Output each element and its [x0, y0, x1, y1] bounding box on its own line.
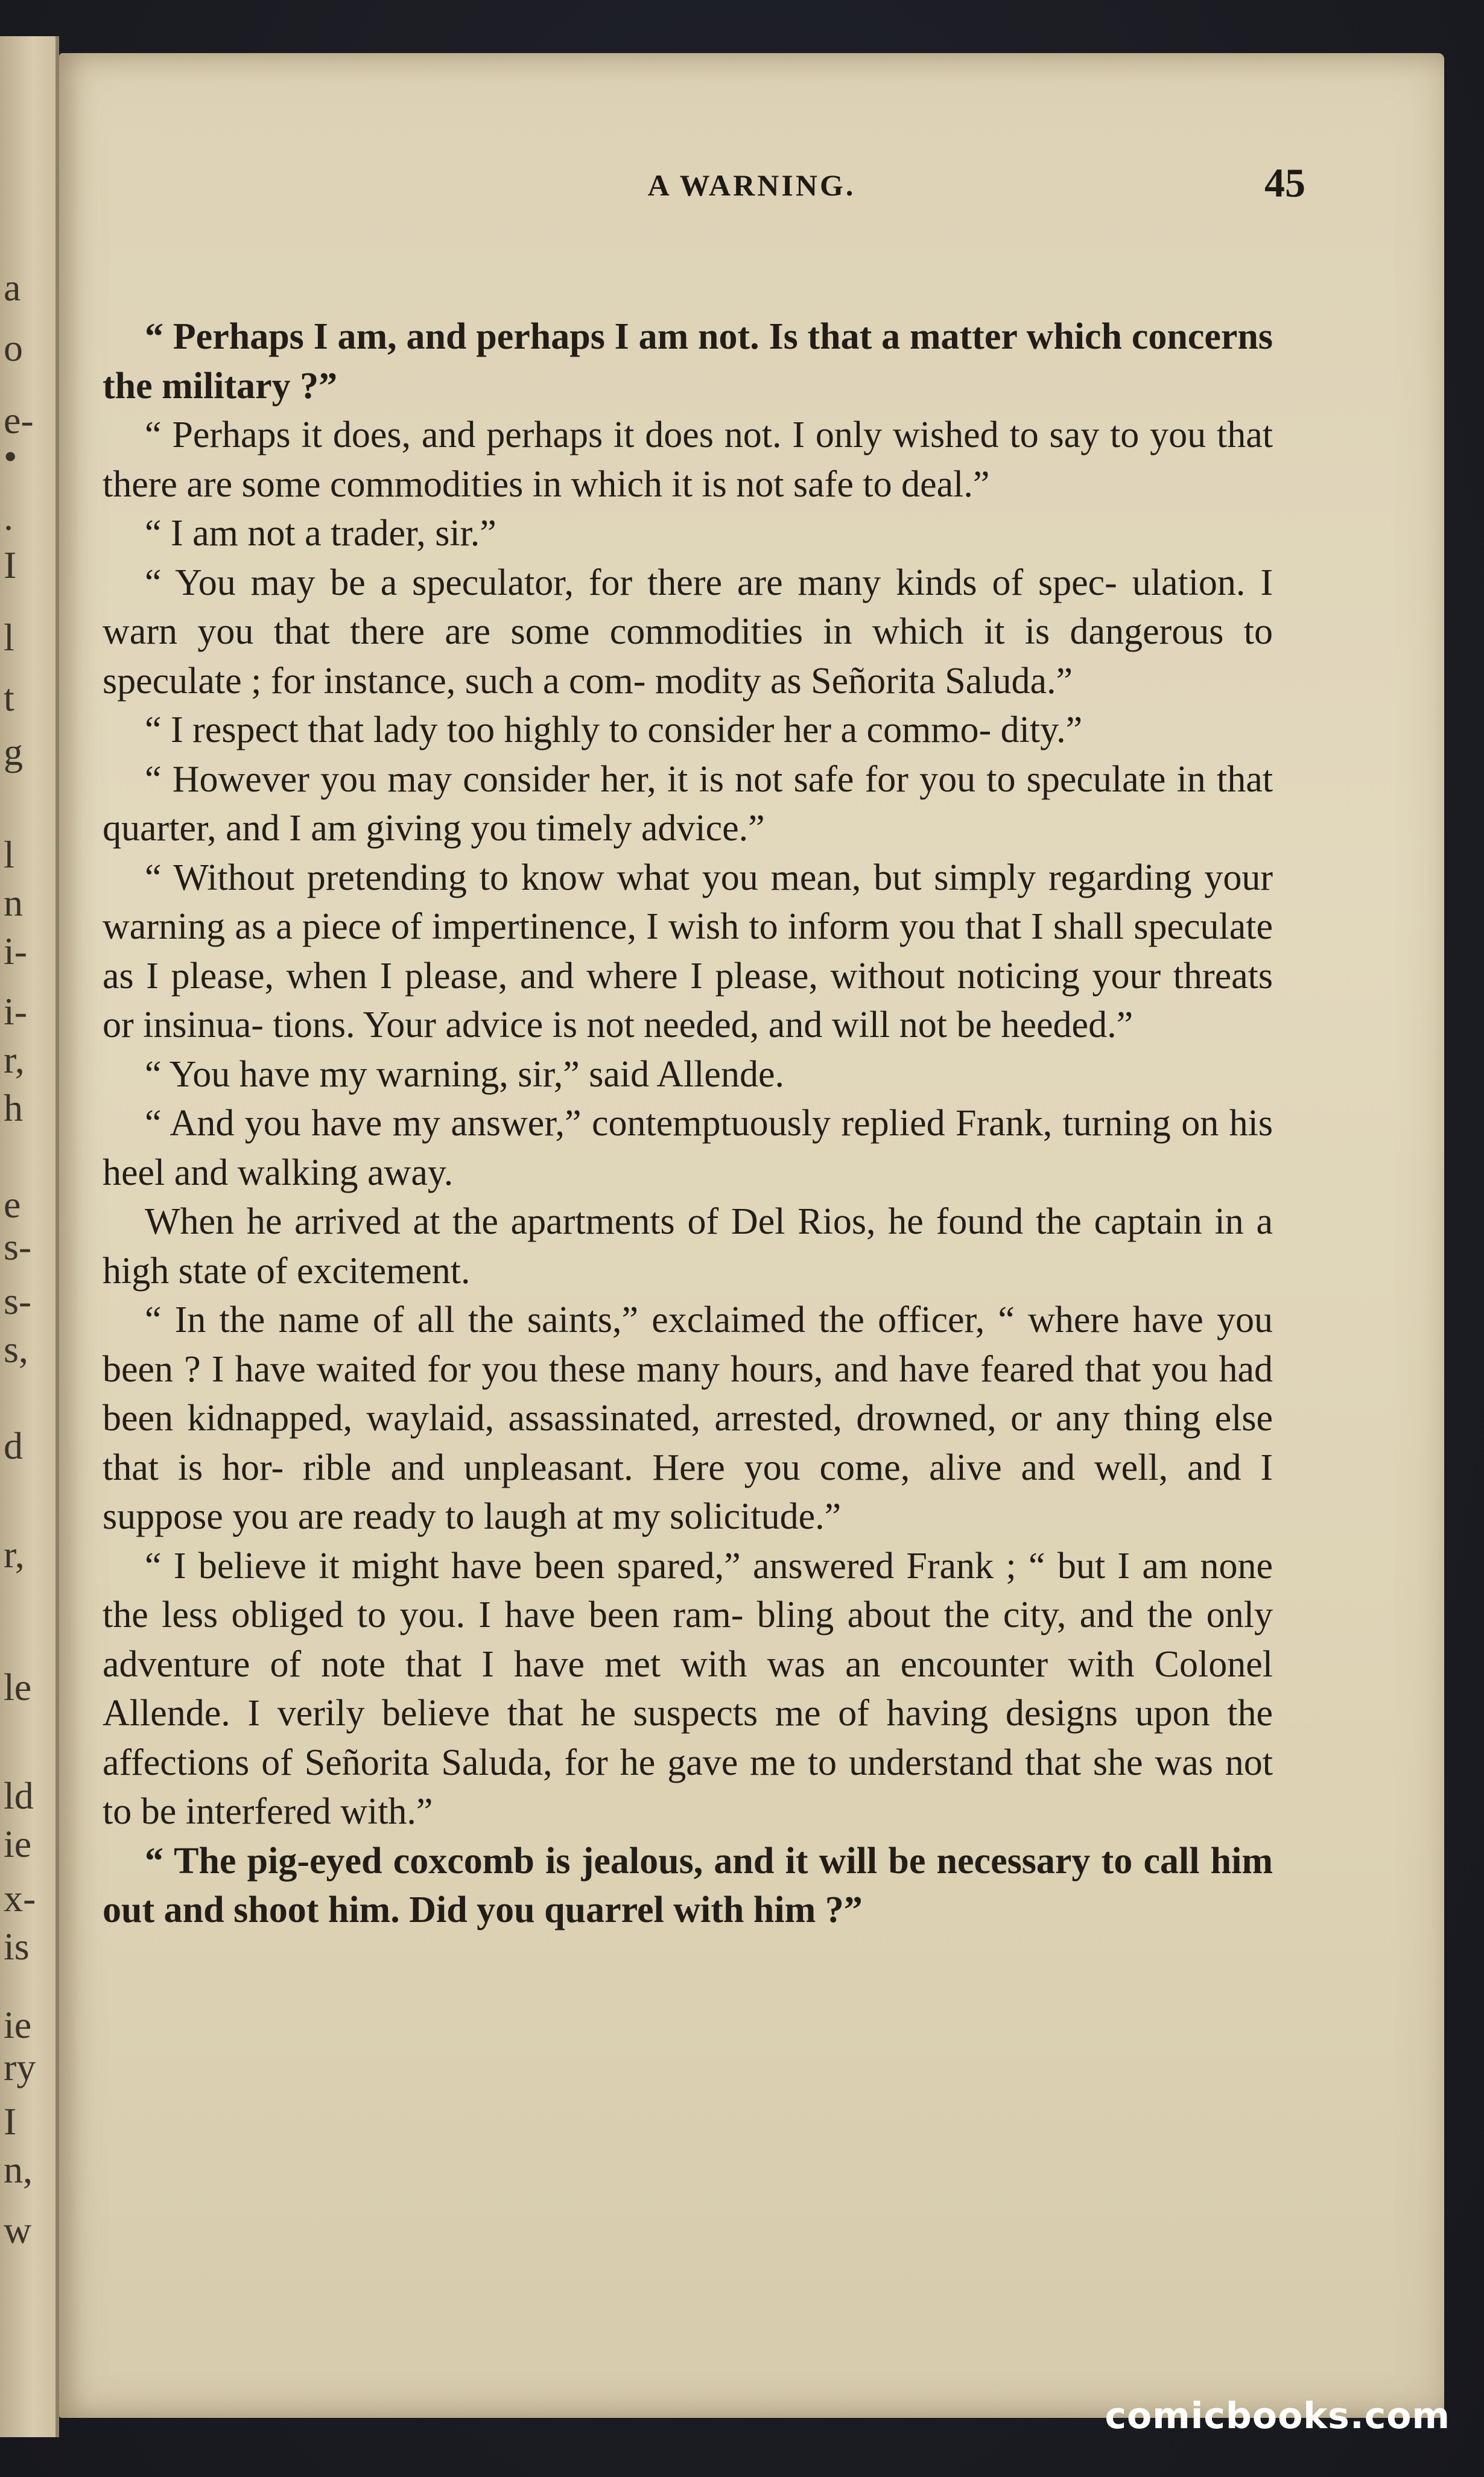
facing-page-fragment: s,	[4, 1328, 28, 1371]
facing-page-fragment: I	[4, 544, 17, 586]
paragraph: When he arrived at the apartments of Del Rios, he found the captain in a high state of excitement.	[103, 1201, 1273, 1292]
book-page	[59, 53, 1444, 2418]
facing-page-fragment: ie	[4, 2003, 32, 2046]
facing-page-fragment: ie	[4, 1822, 32, 1865]
facing-page-fragment: s-	[4, 1225, 32, 1268]
facing-page-fragment: n	[4, 881, 23, 924]
paragraph: “ Perhaps it does, and perhaps it does not. I only wished to say to you that there are some commodities in which it is not safe to deal.”	[103, 414, 1273, 505]
facing-page-fragment: ld	[4, 1774, 34, 1817]
paragraph: “ Without pretending to know what you mean, but simply regarding your warning as a piece of impertinence, I wish to inform you that I shall speculate as I please, when I please, and where I please, without noticing your threats or insinua- tions. Your advice is not needed, and will not be heeded.”	[103, 857, 1273, 1045]
facing-page-fragment: h	[4, 1086, 23, 1129]
watermark: comicbooks.com	[1105, 2395, 1450, 2437]
facing-page-fragment: •	[4, 435, 17, 478]
facing-page-fragment: is	[4, 1925, 30, 1968]
facing-page-fragment: r,	[4, 1533, 25, 1576]
facing-page-fragment: d	[4, 1424, 23, 1467]
facing-page-fragment: l	[4, 616, 14, 659]
paragraph: “ I am not a trader, sir.”	[145, 513, 496, 554]
facing-page-fragment: n,	[4, 2148, 33, 2191]
page-header	[59, 160, 1444, 240]
facing-page-fragment: r,	[4, 1038, 25, 1081]
facing-page-fragment: .	[4, 495, 13, 538]
facing-page-fragment: l	[4, 833, 14, 876]
facing-page-fragment: I	[4, 2100, 17, 2143]
paragraph: “ You may be a speculator, for there are many kinds of spec- ulation. I warn you that there are some commodities in which it is dangerous to speculate ; for instance, such a com- modity as Señorita Saluda.”	[103, 562, 1273, 702]
paragraph: “ Perhaps I am, and perhaps I am not. Is that a matter which concerns the military ?”	[103, 316, 1273, 407]
facing-page-fragment: t	[4, 676, 14, 719]
facing-page-fragment: o	[4, 326, 23, 369]
paragraph: “ I believe it might have been spared,” answered Frank ; “ but I am none the less obliged to you. I have been ram- bling about the city, and the only adventure of note that I have met with was an encounter with Colonel Allende. I verily believe that he suspects me of having designs upon the affections of Señorita Saluda, for he gave me to understand that she was not to be interfered with.”	[103, 1545, 1273, 1832]
facing-page-fragment: i-	[4, 930, 28, 972]
body-text	[103, 312, 1273, 1935]
facing-page-fragment: w	[4, 2209, 32, 2251]
facing-page-fragment: a	[4, 266, 21, 309]
facing-page-fragment: g	[4, 731, 23, 773]
facing-page-fragment: x-	[4, 1877, 36, 1920]
facing-page-fragment: le	[4, 1666, 32, 1708]
running-head: A WARNING.	[647, 168, 856, 202]
paragraph: “ In the name of all the saints,” exclaimed the officer, “ where have you been ? I have waited for you these many hours, and have feared that you had been kidnapped, waylaid, assassinated, arrested, drowned, or any thing else that is hor- rible and unpleasant. Here you come, alive and well, and I suppose you are ready to laugh at my solicitude.”	[103, 1299, 1273, 1537]
paragraph: “ However you may consider her, it is not safe for you to speculate in that quarter, and I am giving you timely advice.”	[103, 758, 1273, 849]
paragraph: “ You have my warning, sir,” said Allende.	[145, 1053, 784, 1095]
paragraph: “ I respect that lady too highly to consider her a commo- dity.”	[145, 709, 1083, 750]
facing-page-fragment: s-	[4, 1280, 32, 1322]
paragraph: “ The pig-eyed coxcomb is jealous, and it will be necessary to call him out and shoot him. Did you quarrel with him ?”	[103, 1840, 1273, 1930]
facing-page-fragment: e-	[4, 399, 34, 442]
paragraph: “ And you have my answer,” contemptuously replied Frank, turning on his heel and walking away.	[103, 1103, 1273, 1193]
facing-page-fragment: i-	[4, 990, 28, 1033]
facing-page-fragment: ry	[4, 2046, 36, 2088]
page-number: 45	[1264, 160, 1305, 206]
facing-page-fragment: e	[4, 1183, 21, 1226]
facing-page-edge	[0, 36, 59, 2437]
